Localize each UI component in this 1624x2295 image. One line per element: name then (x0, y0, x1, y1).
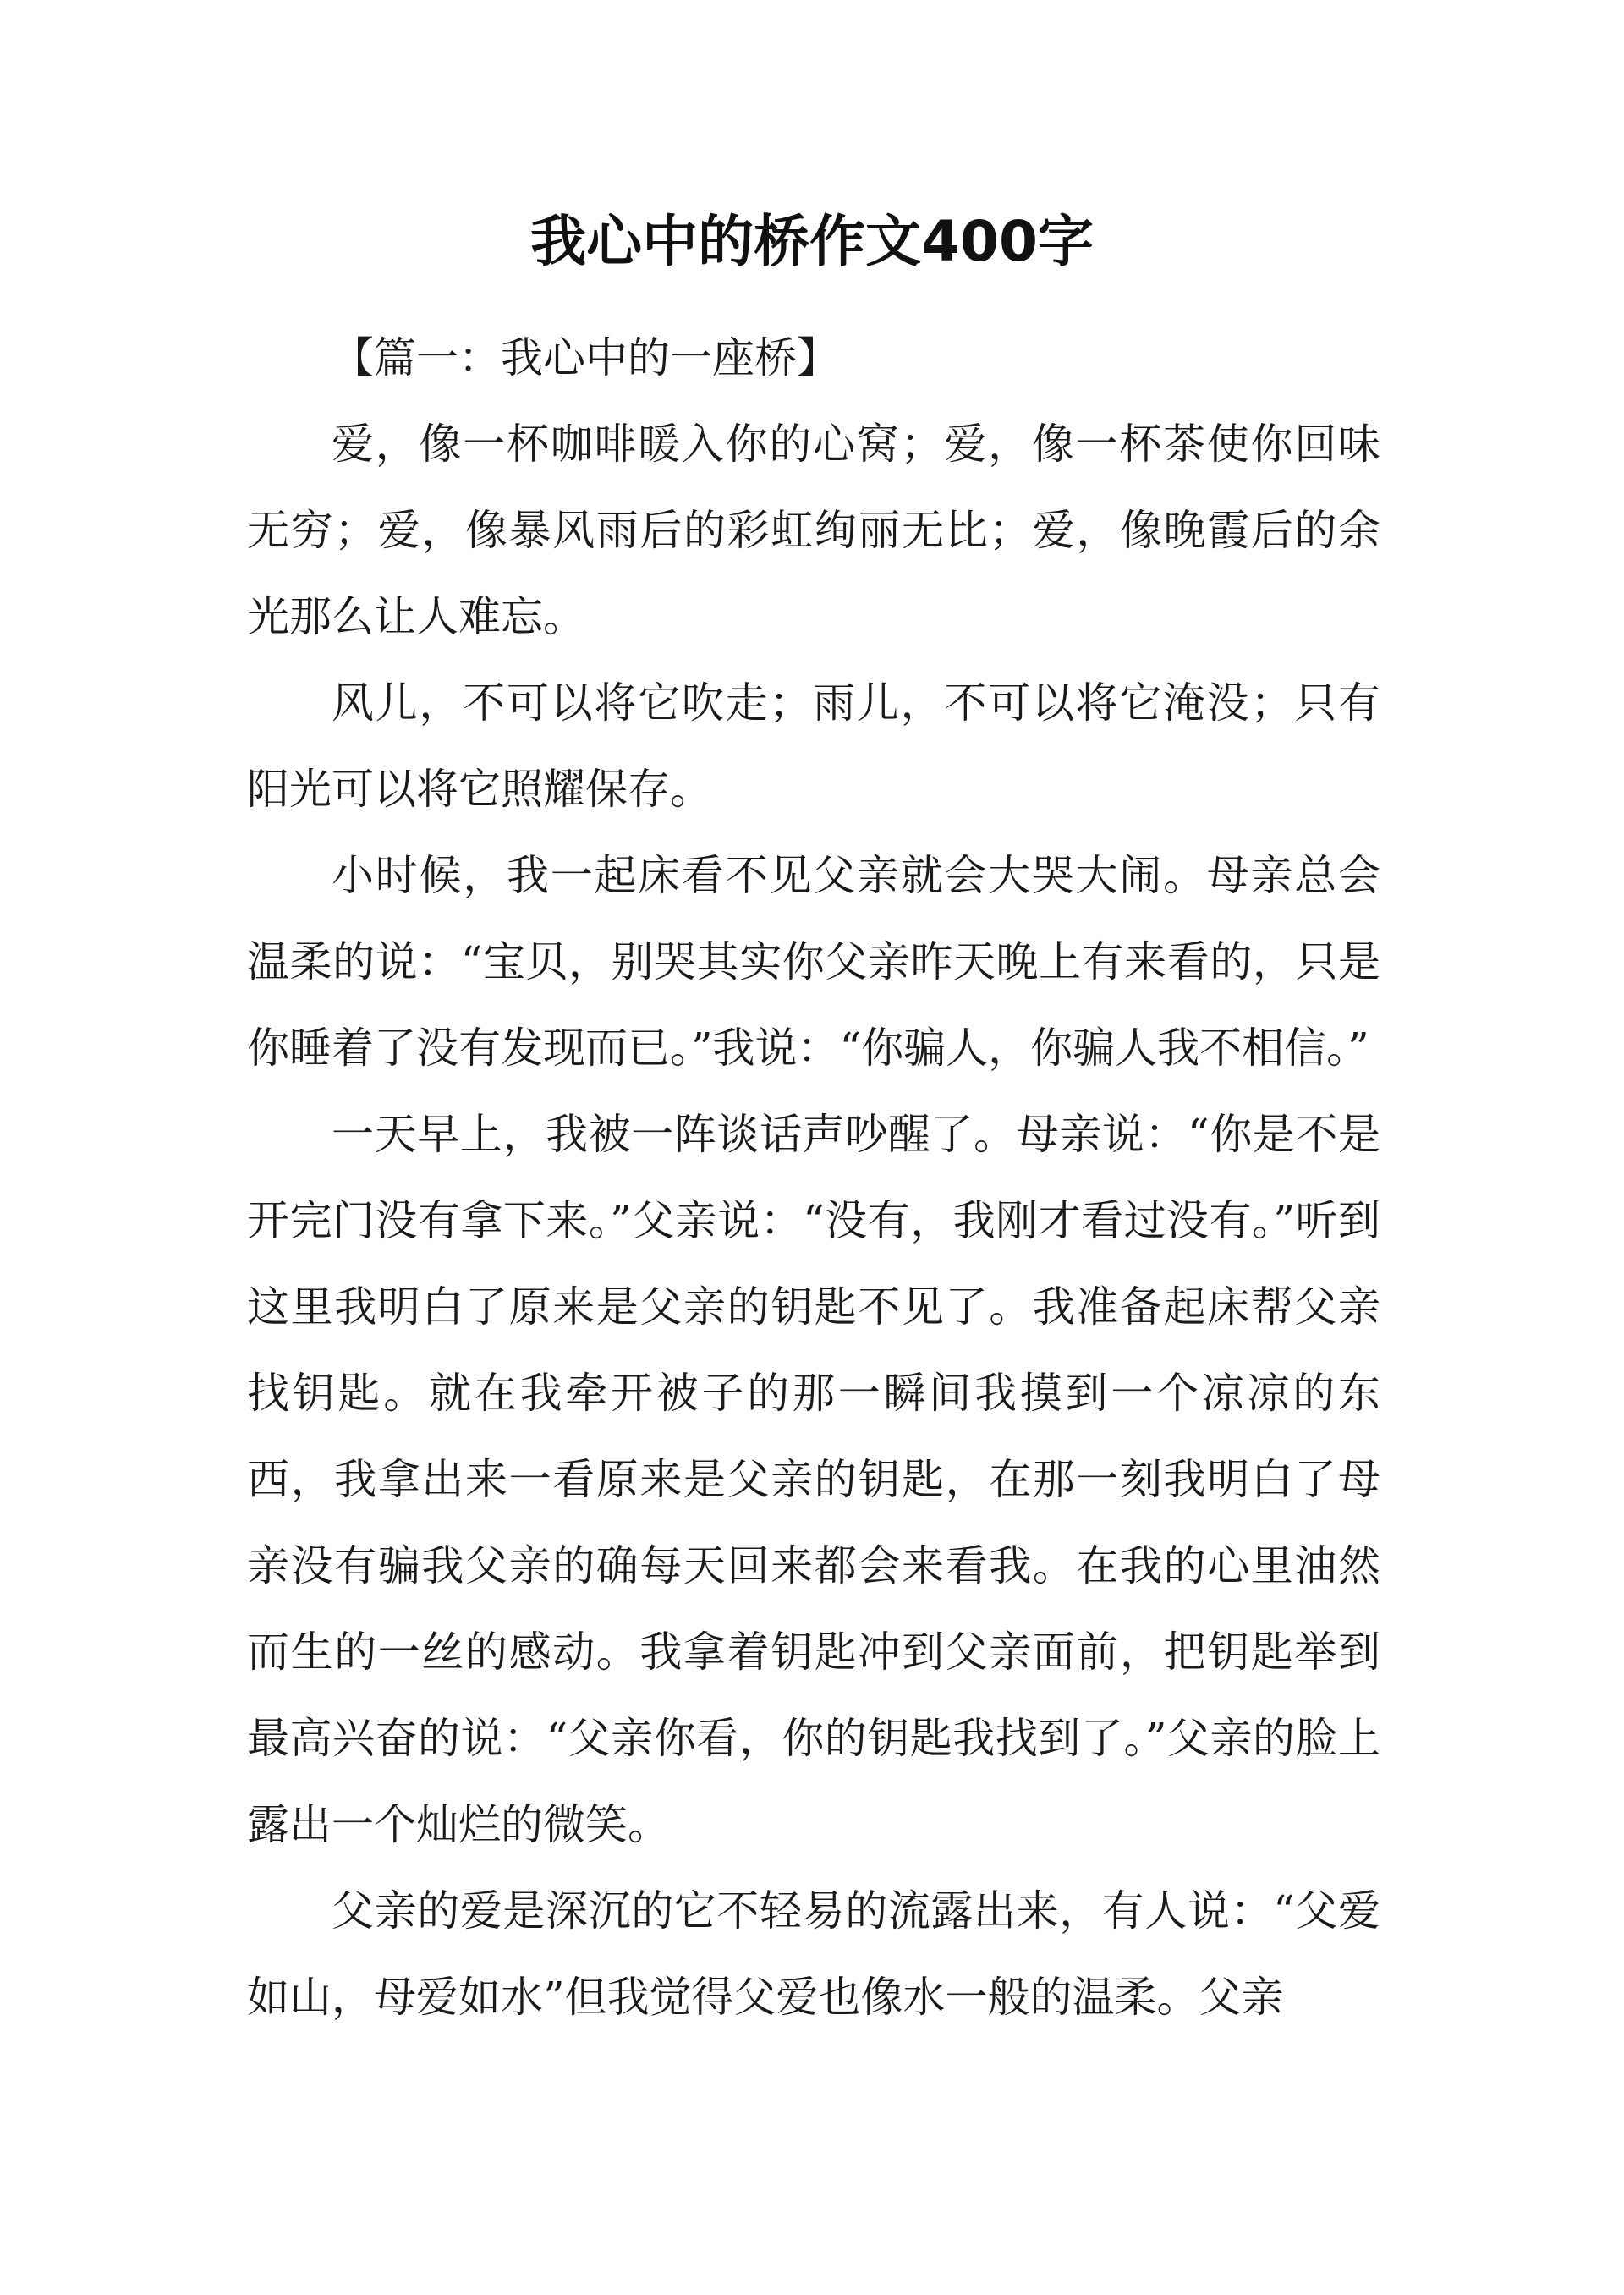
section-heading: 【篇一：我心中的一座桥】 (332, 333, 839, 382)
paragraph: 小时候，我一起床看不见父亲就会大哭大闹。母亲总会温柔的说：“宝贝，别哭其实你父亲昨天晚上有来看的，只是你睡着了没有发现而已。”我说：“你骗人，你骗人我不相信。” (247, 851, 1380, 1073)
paragraph: 风儿，不可以将它吹走；雨儿，不可以将它淹没；只有阳光可以将它照耀保存。 (247, 678, 1380, 814)
paragraph: 父亲的爱是深沉的它不轻易的流露出来，有人说：“父爱如山，母爱如水”但我觉得父爱也像水一般的温柔。父亲 (247, 1886, 1380, 2022)
paragraph: 一天早上，我被一阵谈话声吵醒了。母亲说：“你是不是开完门没有拿下来。”父亲说：“没有，我刚才看过没有。”听到这里我明白了原来是父亲的钥匙不见了。我准备起床帮父亲找钥匙。就在我牵开被子的那一瞬间我摸到一个凉凉的东西，我拿出来一看原来是父亲的钥匙，在那一刻我明白了母亲没有骗我父亲的确每天回来都会来看我。在我的心里油然而生的一丝的感动。我拿着钥匙冲到父亲面前，把钥匙举到最高兴奋的说：“父亲你看，你的钥匙我找到了。”父亲的脸上露出一个灿烂的微笑。 (247, 1110, 1380, 1849)
document-title: 我心中的桥作文400字 (530, 209, 1094, 274)
document-body (247, 315, 1380, 2040)
paragraph: 爱，像一杯咖啡暖入你的心窝；爱，像一杯茶使你回味无穷；爱，像暴风雨后的彩虹绚丽无比；爱，像晚霞后的余光那么让人难忘。 (247, 420, 1380, 641)
